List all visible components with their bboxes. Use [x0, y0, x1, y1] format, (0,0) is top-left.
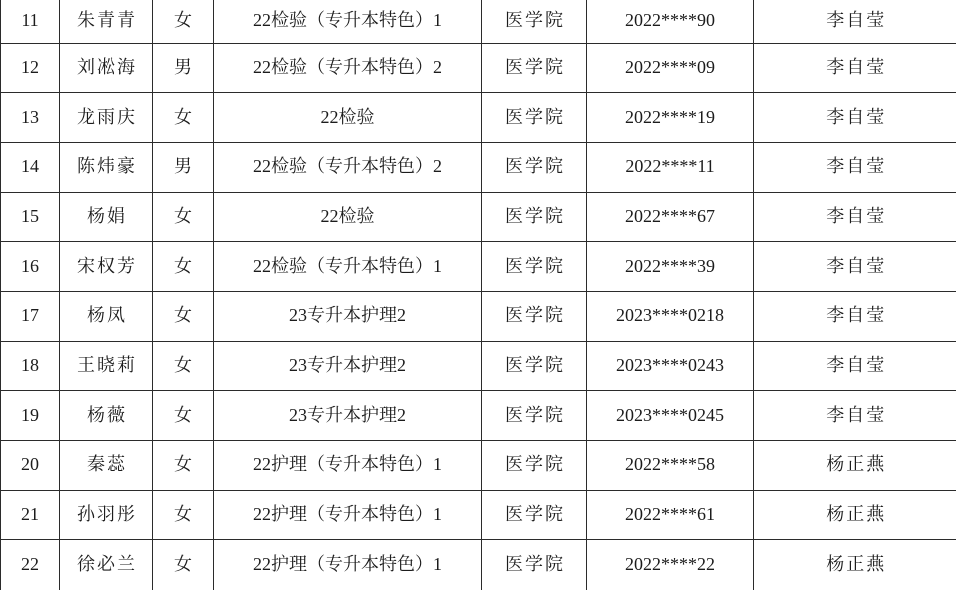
cell-class: 22护理（专升本特色）1	[214, 490, 482, 540]
cell-college: 医学院	[482, 441, 587, 491]
cell-student-name: 王晓莉	[60, 341, 153, 391]
cell-teacher: 李自莹	[754, 391, 956, 441]
table-row	[1, 192, 956, 242]
table-row	[1, 391, 956, 441]
cell-college: 医学院	[482, 93, 587, 143]
cell-class: 22护理（专升本特色）1	[214, 540, 482, 590]
cell-gender: 男	[153, 142, 214, 192]
cell-class: 22检验（专升本特色）2	[214, 142, 482, 192]
cell-student-name: 刘凇海	[60, 43, 153, 93]
cell-class: 22检验	[214, 192, 482, 242]
cell-student-name: 杨娟	[60, 192, 153, 242]
cell-teacher: 李自莹	[754, 0, 956, 43]
cell-college: 医学院	[482, 242, 587, 292]
cell-row-number: 21	[1, 490, 60, 540]
cell-gender: 女	[153, 341, 214, 391]
cell-row-number: 20	[1, 441, 60, 491]
cell-teacher: 杨正燕	[754, 490, 956, 540]
cell-college: 医学院	[482, 142, 587, 192]
cell-row-number: 13	[1, 93, 60, 143]
cell-class: 22检验（专升本特色）1	[214, 0, 482, 43]
cell-class: 23专升本护理2	[214, 341, 482, 391]
cell-student-id: 2022****67	[587, 192, 754, 242]
cell-student-id: 2023****0243	[587, 341, 754, 391]
cell-class: 22检验（专升本特色）1	[214, 242, 482, 292]
cell-college: 医学院	[482, 391, 587, 441]
cell-teacher: 李自莹	[754, 93, 956, 143]
cell-teacher: 李自莹	[754, 192, 956, 242]
student-roster-table-body	[1, 0, 956, 590]
cell-row-number: 12	[1, 43, 60, 93]
cell-gender: 女	[153, 192, 214, 242]
cell-student-name: 陈炜豪	[60, 142, 153, 192]
table-row	[1, 0, 956, 43]
cell-student-id: 2022****90	[587, 0, 754, 43]
cell-college: 医学院	[482, 291, 587, 341]
cell-gender: 女	[153, 441, 214, 491]
cell-student-id: 2022****58	[587, 441, 754, 491]
table-row	[1, 341, 956, 391]
cell-class: 23专升本护理2	[214, 291, 482, 341]
cell-student-id: 2022****22	[587, 540, 754, 590]
cell-student-id: 2022****61	[587, 490, 754, 540]
cell-student-id: 2022****39	[587, 242, 754, 292]
cell-student-id: 2022****09	[587, 43, 754, 93]
cell-teacher: 杨正燕	[754, 540, 956, 590]
cell-row-number: 18	[1, 341, 60, 391]
cell-teacher: 李自莹	[754, 43, 956, 93]
cell-college: 医学院	[482, 192, 587, 242]
table-row	[1, 490, 956, 540]
cell-student-name: 孙羽彤	[60, 490, 153, 540]
cell-teacher: 李自莹	[754, 242, 956, 292]
cell-row-number: 17	[1, 291, 60, 341]
cell-student-id: 2023****0245	[587, 391, 754, 441]
cell-row-number: 19	[1, 391, 60, 441]
cell-row-number: 11	[1, 0, 60, 43]
cell-college: 医学院	[482, 43, 587, 93]
cell-student-name: 龙雨庆	[60, 93, 153, 143]
cell-gender: 女	[153, 0, 214, 43]
cell-gender: 女	[153, 93, 214, 143]
table-row	[1, 441, 956, 491]
table-row	[1, 540, 956, 590]
cell-student-name: 秦蕊	[60, 441, 153, 491]
cell-student-id: 2022****11	[587, 142, 754, 192]
cell-student-id: 2023****0218	[587, 291, 754, 341]
table-row	[1, 93, 956, 143]
cell-gender: 女	[153, 391, 214, 441]
cell-gender: 女	[153, 291, 214, 341]
cell-gender: 女	[153, 242, 214, 292]
table-row	[1, 43, 956, 93]
cell-row-number: 14	[1, 142, 60, 192]
table-row	[1, 142, 956, 192]
table-row	[1, 242, 956, 292]
cell-teacher: 杨正燕	[754, 441, 956, 491]
cell-gender: 男	[153, 43, 214, 93]
cell-class: 23专升本护理2	[214, 391, 482, 441]
cell-college: 医学院	[482, 540, 587, 590]
cell-student-name: 徐必兰	[60, 540, 153, 590]
cell-class: 22检验（专升本特色）2	[214, 43, 482, 93]
table-row	[1, 291, 956, 341]
cell-row-number: 16	[1, 242, 60, 292]
cell-gender: 女	[153, 490, 214, 540]
cell-college: 医学院	[482, 341, 587, 391]
cell-college: 医学院	[482, 0, 587, 43]
cell-teacher: 李自莹	[754, 142, 956, 192]
cell-teacher: 李自莹	[754, 291, 956, 341]
cell-teacher: 李自莹	[754, 341, 956, 391]
cell-row-number: 15	[1, 192, 60, 242]
cell-class: 22护理（专升本特色）1	[214, 441, 482, 491]
cell-class: 22检验	[214, 93, 482, 143]
cell-student-name: 朱青青	[60, 0, 153, 43]
cell-student-id: 2022****19	[587, 93, 754, 143]
cell-student-name: 杨薇	[60, 391, 153, 441]
cell-college: 医学院	[482, 490, 587, 540]
cell-gender: 女	[153, 540, 214, 590]
cell-student-name: 宋权芳	[60, 242, 153, 292]
cell-row-number: 22	[1, 540, 60, 590]
cell-student-name: 杨凤	[60, 291, 153, 341]
